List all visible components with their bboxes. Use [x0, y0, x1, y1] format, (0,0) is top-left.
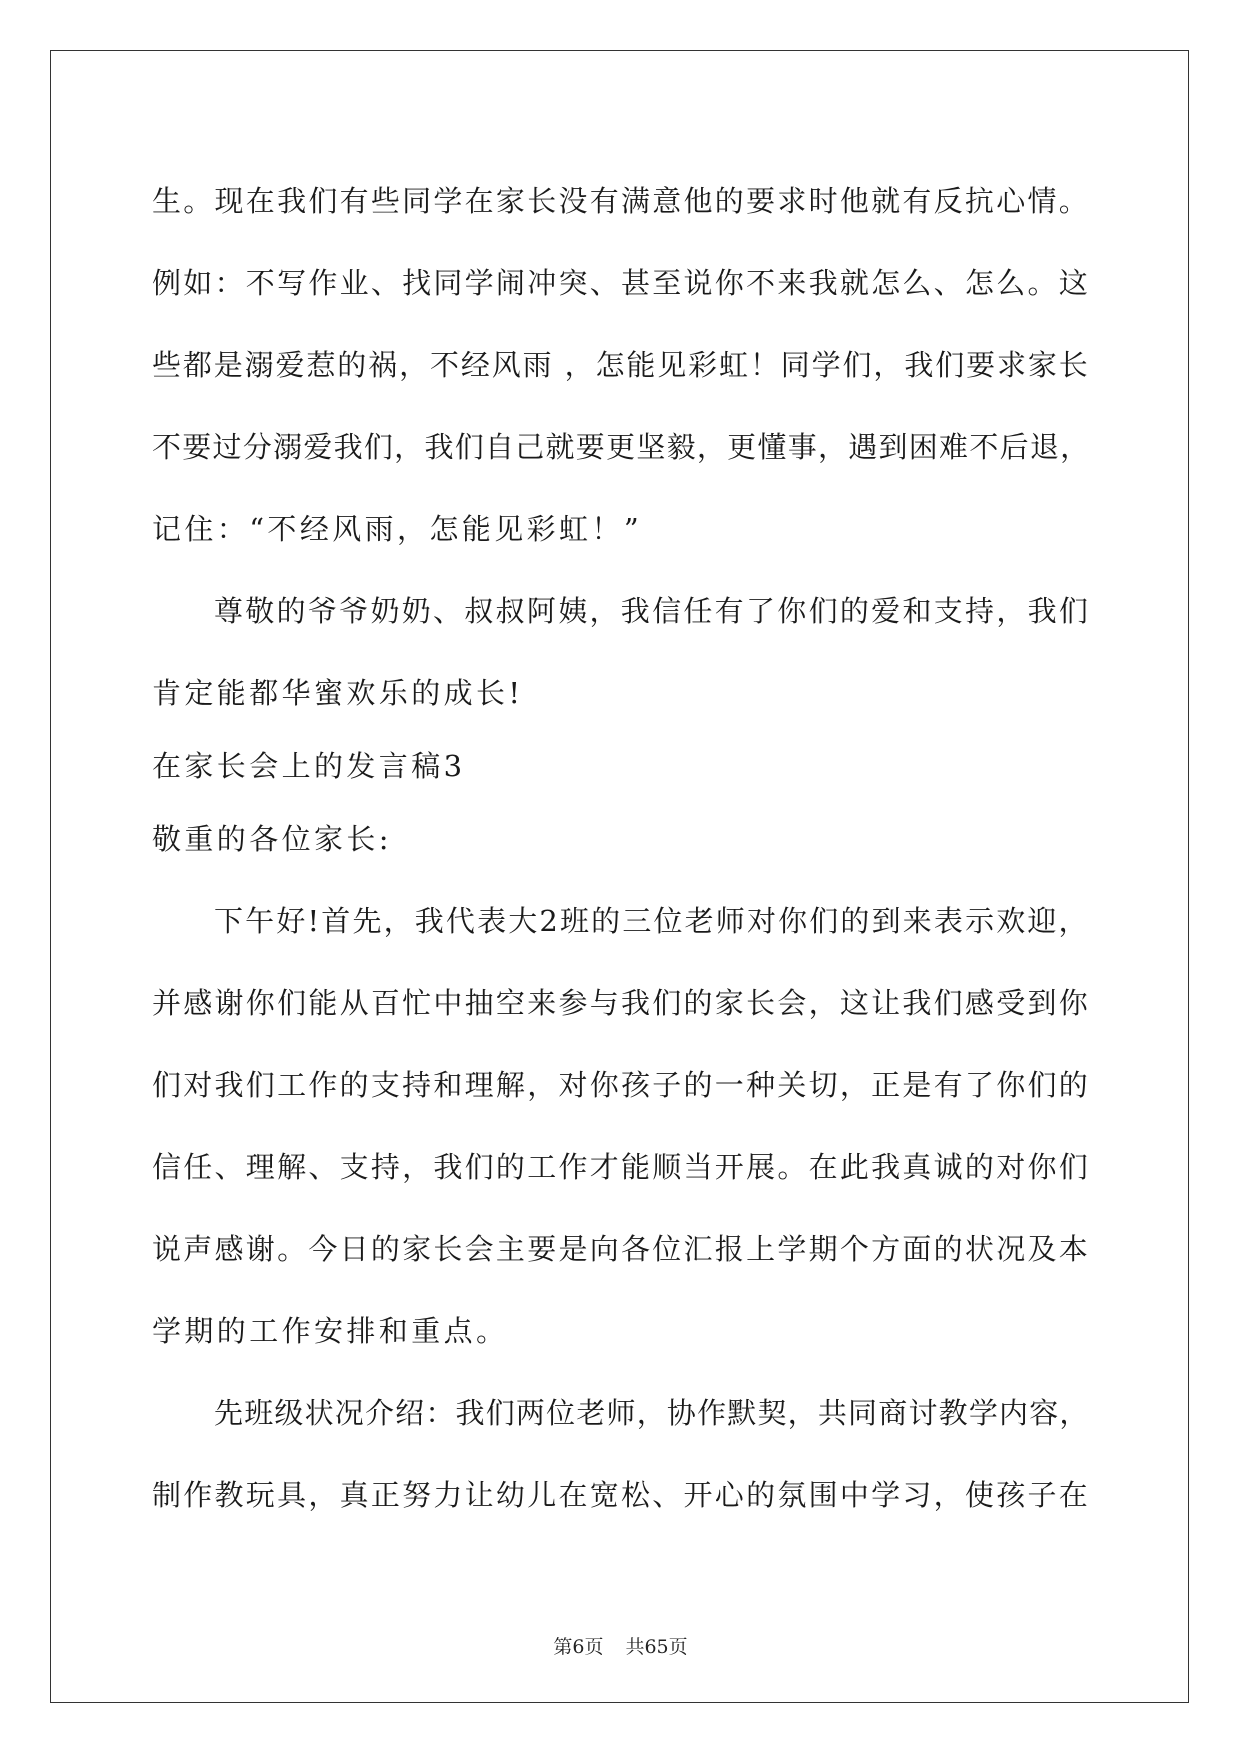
text-line: 例如：不写作业、找同学闹冲突、甚至说你不来我就怎么、怎么。这 [152, 266, 1091, 300]
text-line: 制作教玩具，真正努力让幼儿在宽松、开心的氛围中学习，使孩子在 [152, 1478, 1091, 1512]
text-line: 们对我们工作的支持和理解，对你孩子的一种关切，正是有了你们的 [152, 1068, 1091, 1102]
section-heading: 在家长会上的发言稿3 [152, 749, 466, 783]
text-line: 学期的工作安排和重点。 [152, 1314, 509, 1348]
text-line: 信任、理解、支持，我们的工作才能顺当开展。在此我真诚的对你们 [152, 1150, 1091, 1184]
text-line: 些都是溺爱惹的祸，不经风雨 ，怎能见彩虹！同学们，我们要求家长 [152, 348, 1090, 382]
paragraph-first-line: 尊敬的爷爷奶奶、叔叔阿姨，我信任有了你们的爱和支持，我们 [214, 594, 1091, 628]
page-footer [0, 1635, 1241, 1659]
salutation: 敬重的各位家长: [152, 822, 392, 856]
paragraph-first-line: 下午好!首先，我代表大2班的三位老师对你们的到来表示欢迎， [214, 904, 1090, 938]
page-number: 第6页 [553, 1636, 604, 1658]
text-line: 说声感谢。今日的家长会主要是向各位汇报上学期个方面的状况及本 [152, 1232, 1091, 1266]
paragraph-first-line: 先班级状况介绍：我们两位老师，协作默契，共同商讨教学内容， [214, 1396, 1090, 1430]
text-line: 肯定能都华蜜欢乐的成长! [152, 676, 524, 710]
text-line: 并感谢你们能从百忙中抽空来参与我们的家长会，这让我们感受到你 [152, 986, 1091, 1020]
text-line: 记住：“不经风雨，怎能见彩虹！” [152, 512, 643, 546]
text-line: 生。现在我们有些同学在家长没有满意他的要求时他就有反抗心情。 [152, 184, 1091, 218]
document-body [152, 160, 1090, 1536]
text-line: 不要过分溺爱我们，我们自己就要更坚毅，更懂事，遇到困难不后退， [152, 430, 1091, 464]
page-total: 共65页 [625, 1636, 688, 1658]
